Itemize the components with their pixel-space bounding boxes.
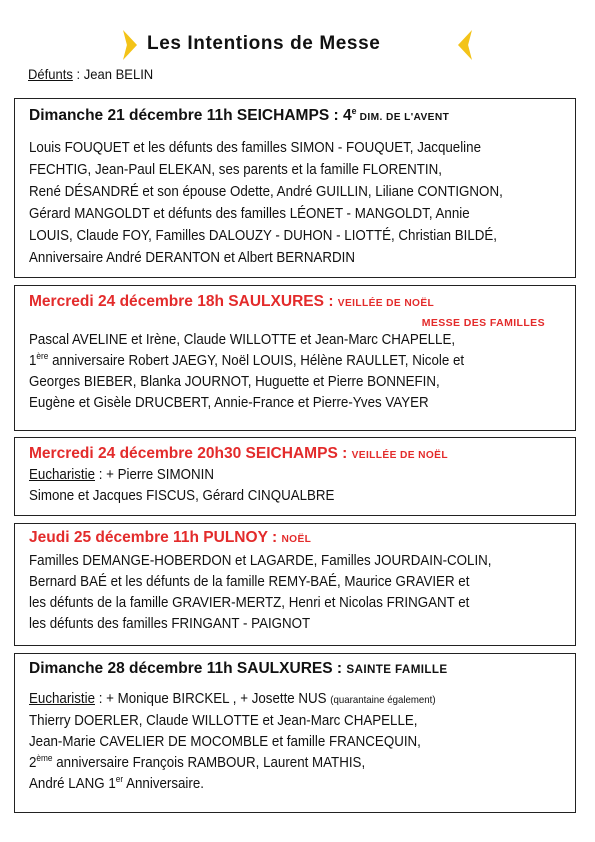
- name-line: Pascal AVELINE et Irène, Claude WILLOTTE et Jean-Marc CHAPELLE,: [29, 332, 456, 348]
- name-line: Louis FOUQUET et les défunts des familles SIMON - FOUQUET, Jacqueline: [29, 140, 481, 156]
- name-line: les défunts de la famille GRAVIER-MERTZ, Henri et Nicolas FRINGANT et: [29, 595, 470, 611]
- name-line: les défunts des familles FRINGANT - PAIGNOT: [29, 616, 311, 632]
- name-line: [29, 774, 436, 795]
- heading-sep: :: [332, 660, 347, 677]
- line-rest: anniversaire Robert JAEGY, Noël LOUIS, Hélène RAULLET, Nicole et: [48, 353, 465, 369]
- block-body: [29, 330, 464, 414]
- eucharistie-names: : + Pierre SIMONIN: [94, 467, 214, 483]
- chevron-left-icon: [458, 30, 472, 60]
- defunts-sep: :: [72, 66, 84, 82]
- mass-block-1: [14, 98, 576, 278]
- name-line: Familles DEMANGE-HOBERDON et LAGARDE, Familles JOURDAIN-COLIN,: [29, 553, 492, 569]
- name-line: Simone et Jacques FISCUS, Gérard CINQUALBRE: [29, 488, 335, 504]
- name-line: LOUIS, Claude FOY, Familles DALOUZY - DUHON - LIOTTÉ, Christian BILDÉ,: [29, 228, 498, 244]
- occasion: [343, 107, 449, 124]
- heading-text: Dimanche 21 décembre 11h SEICHAMPS: [29, 107, 330, 124]
- occasion-sup: e: [351, 106, 357, 116]
- block-body: [29, 551, 492, 635]
- ordinal-sup: ème: [36, 753, 53, 763]
- name-line: Jean-Marie CAVELIER DE MOCOMBLE et famille FRANCEQUIN,: [29, 734, 421, 750]
- heading-sep: :: [329, 107, 343, 124]
- chevron-right-icon: [123, 30, 137, 60]
- block-body: [29, 465, 334, 507]
- block-heading: [29, 445, 448, 463]
- eucharistie-label: Eucharistie: [29, 467, 95, 483]
- name-line: Thierry DOERLER, Claude WILLOTTE et Jean-Marc CHAPELLE,: [29, 713, 418, 729]
- heading-sep: :: [324, 293, 338, 310]
- block-heading: [29, 660, 448, 678]
- name-line: [29, 351, 464, 372]
- eucharistie-line: [29, 465, 334, 486]
- title-row: [0, 30, 595, 62]
- name-line: Georges BIEBER, Blanka JOURNOT, Huguette et Pierre BONNEFIN,: [29, 374, 440, 390]
- heading-text: Mercredi 24 décembre 20h30 SEICHAMPS: [29, 445, 338, 462]
- page-title: Les Intentions de Messe: [147, 33, 381, 54]
- eucharistie-label: Eucharistie: [29, 691, 95, 707]
- name-line: Eugène et Gisèle DRUCBERT, Annie-France et Pierre-Yves VAYER: [29, 395, 429, 411]
- occasion-text: NOËL: [281, 533, 312, 545]
- line-rest: Anniversaire.: [123, 776, 204, 792]
- block-heading: [29, 107, 449, 125]
- eucharistie-names: : + Monique BIRCKEL , + Josette NUS: [94, 691, 331, 707]
- ordinal-sup: ère: [36, 351, 49, 361]
- ordinal-number: 2: [29, 755, 37, 771]
- name-line: Anniversaire André DERANTON et Albert BERNARDIN: [29, 250, 355, 266]
- eucharistie-note: (quarantaine également): [330, 694, 436, 706]
- name-line: René DÉSANDRÉ et son épouse Odette, André GUILLIN, Liliane CONTIGNON,: [29, 184, 503, 200]
- heading-sep: :: [337, 445, 352, 462]
- line-start: André LANG 1: [29, 776, 116, 792]
- block-heading: [29, 529, 311, 547]
- name-line: FECHTIG, Jean-Paul ELEKAN, ses parents et la famille FLORENTIN,: [29, 162, 442, 178]
- name-line: Bernard BAÉ et les défunts de la famille REMY-BAÉ, Maurice GRAVIER et: [29, 574, 470, 590]
- occasion-number: 4: [342, 107, 352, 124]
- heading-sep: :: [267, 529, 282, 546]
- heading-text: Jeudi 25 décembre 11h PULNOY: [29, 529, 268, 546]
- heading-text: Mercredi 24 décembre 18h SAULXURES: [29, 293, 325, 310]
- eucharistie-line: [29, 689, 436, 711]
- heading-text: Dimanche 28 décembre 11h SAULXURES: [29, 660, 333, 677]
- occasion-text: VEILLÉE DE NOËL: [351, 449, 448, 461]
- block-heading: [29, 293, 434, 311]
- defunts-value: Jean BELIN: [83, 66, 154, 82]
- defunts-label: Défunts: [28, 66, 73, 82]
- occasion-text-2: MESSE DES FAMILLES: [421, 317, 545, 329]
- line-rest: anniversaire François RAMBOUR, Laurent MATHIS,: [52, 755, 366, 771]
- mass-block-3: [14, 437, 576, 516]
- ordinal-sup: er: [115, 774, 124, 784]
- name-line: Gérard MANGOLDT et défunts des familles LÉONET - MANGOLDT, Annie: [29, 206, 470, 222]
- occasion-text: SAINTE FAMILLE: [346, 662, 448, 676]
- name-line: [29, 753, 436, 774]
- mass-block-4: [14, 523, 576, 646]
- mass-block-2: [14, 285, 576, 431]
- occasion-text: VEILLÉE DE NOËL: [337, 297, 435, 309]
- mass-block-5: [14, 653, 576, 813]
- ordinal-number: 1: [29, 353, 37, 369]
- block-body: [29, 689, 436, 795]
- occasion-text: DIM. DE L'AVENT: [356, 111, 450, 123]
- block-body: [29, 137, 503, 269]
- defunts-line: [28, 66, 153, 82]
